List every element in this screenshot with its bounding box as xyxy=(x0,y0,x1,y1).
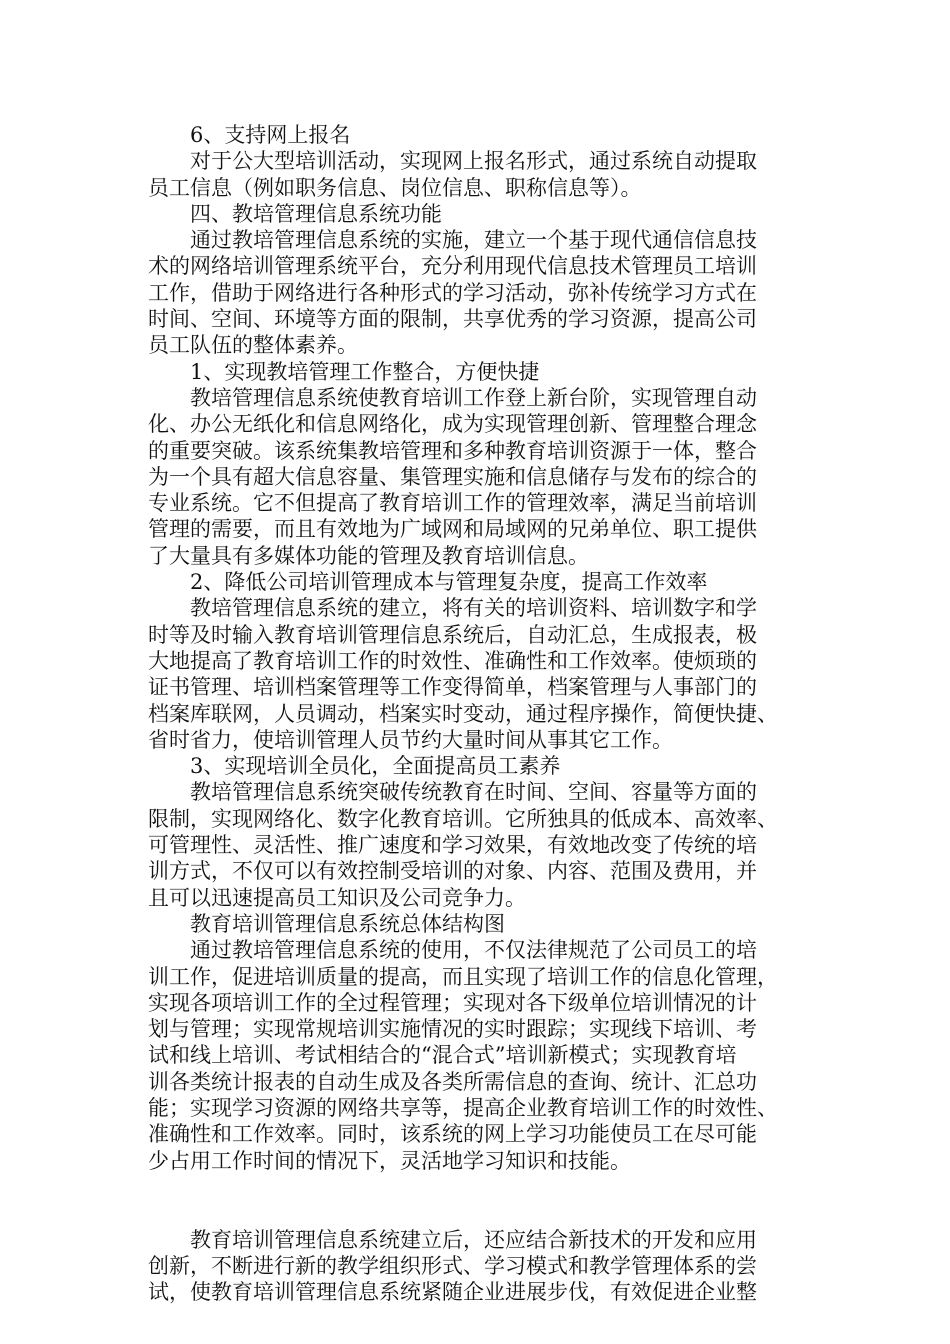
section-heading xyxy=(148,911,808,937)
text-line: 试，使教育培训管理信息系统紧随企业进展步伐，有效促进企业整 xyxy=(148,1280,757,1305)
text-line: 工作，借助于网络进行各种形式的学习活动，弥补传统学习方式在 xyxy=(148,280,757,305)
section-heading xyxy=(148,359,808,385)
section-heading xyxy=(148,753,808,779)
paragraph xyxy=(148,595,808,753)
text-line: 教育培训管理信息系统建立后，还应结合新技术的开发和应用 xyxy=(190,1227,757,1252)
text-line: 大地提高了教育培训工作的时效性、准确性和工作效率。使烦琐的 xyxy=(148,648,757,673)
text-line: 教培管理信息系统突破传统教育在时间、空间、容量等方面的 xyxy=(190,780,757,805)
text-line: 实现各项培训工作的全过程管理；实现对各下级单位培训情况的计 xyxy=(148,990,757,1015)
text-line: 员工信息（例如职务信息、岗位信息、职称信息等）。 xyxy=(148,175,642,200)
text-line: 试和线上培训、考试相结合的“混合式”培训新模式；实现教育培 xyxy=(148,1043,737,1068)
text-line: 时等及时输入教育培训管理信息系统后，自动汇总，生成报表，极 xyxy=(148,622,757,647)
text-line: 创新，不断进行新的教学组织形式、学习模式和教学管理体系的尝 xyxy=(148,1254,757,1279)
document-body xyxy=(148,122,808,1306)
paragraph xyxy=(148,227,808,358)
text-line: 四、教培管理信息系统功能 xyxy=(190,201,442,226)
text-line: 教培管理信息系统的建立，将有关的培训资料、培训数字和学 xyxy=(190,596,757,621)
text-line: 1、实现教培管理工作整合，方便快捷 xyxy=(190,359,540,384)
text-line: 6、支持网上报名 xyxy=(190,123,351,147)
text-line: 训方式，不仅可以有效控制受培训的对象、内容、范围及费用，并 xyxy=(148,859,757,884)
text-line: 通过教培管理信息系统的使用，不仅法律规范了公司员工的培 xyxy=(190,938,757,963)
text-line: 时间、空间、环境等方面的限制，共享优秀的学习资源，提高公司 xyxy=(148,307,757,332)
figure-gap xyxy=(148,1174,808,1227)
text-line: 能；实现学习资源的网络共享等，提高企业教育培训工作的时效性、 xyxy=(148,1095,778,1120)
text-line: 对于公大型培训活动，实现网上报名形式，通过系统自动提取 xyxy=(190,149,757,174)
text-line: 管理的需要，而且有效地为广域网和局域网的兄弟单位、职工提供 xyxy=(148,517,757,542)
text-line: 3、实现培训全员化，全面提高员工素养 xyxy=(190,754,561,779)
text-line: 的重要突破。该系统集教培管理和多种教育培训资源于一体，整合 xyxy=(148,438,757,463)
text-line: 限制，实现网络化、数字化教育培训。它所独具的低成本、高效率、 xyxy=(148,806,778,831)
text-line: 少占用工作时间的情况下，灵活地学习知识和技能。 xyxy=(148,1148,631,1173)
paragraph xyxy=(148,779,808,910)
text-line: 且可以迅速提高员工知识及公司竞争力。 xyxy=(148,885,526,910)
text-line: 证书管理、培训档案管理等工作变得简单，档案管理与人事部门的 xyxy=(148,675,757,700)
text-line: 通过教培管理信息系统的实施，建立一个基于现代通信信息技 xyxy=(190,228,757,253)
paragraph xyxy=(148,1227,808,1306)
text-line: 化、办公无纸化和信息网络化，成为实现管理创新、管理整合理念 xyxy=(148,412,757,437)
text-line: 教培管理信息系统使教育培训工作登上新台阶，实现管理自动 xyxy=(190,385,757,410)
paragraph xyxy=(148,148,808,201)
text-line: 专业系统。它不但提高了教育培训工作的管理效率，满足当前培训 xyxy=(148,491,757,516)
text-line: 为一个具有超大信息容量、集管理实施和信息储存与发布的综合的 xyxy=(148,464,757,489)
paragraph xyxy=(148,385,808,569)
text-line: 可管理性、灵活性、推广速度和学习效果，有效地改变了传统的培 xyxy=(148,833,757,858)
text-line: 训工作，促进培训质量的提高，而且实现了培训工作的信息化管理， xyxy=(148,964,778,989)
text-line: 划与管理；实现常规培训实施情况的实时跟踪；实现线下培训、考 xyxy=(148,1017,757,1042)
section-heading xyxy=(148,122,808,148)
text-line: 训各类统计报表的自动生成及各类所需信息的查询、统计、汇总功 xyxy=(148,1069,757,1094)
text-line: 教育培训管理信息系统总体结构图 xyxy=(190,911,505,936)
section-heading xyxy=(148,569,808,595)
text-line: 准确性和工作效率。同时，该系统的网上学习功能使员工在尽可能 xyxy=(148,1122,757,1147)
text-line: 术的网络培训管理系统平台，充分利用现代信息技术管理员工培训 xyxy=(148,254,757,279)
text-line: 员工队伍的整体素养。 xyxy=(148,333,358,358)
text-line: 了大量具有多媒体功能的管理及教育培训信息。 xyxy=(148,543,589,568)
text-line: 省时省力，使培训管理人员节约大量时间从事其它工作。 xyxy=(148,727,673,752)
section-heading xyxy=(148,201,808,227)
paragraph xyxy=(148,937,808,1174)
text-line: 2、降低公司培训管理成本与管理复杂度，提高工作效率 xyxy=(190,570,708,595)
text-line: 档案库联网，人员调动，档案实时变动，通过程序操作，简便快捷、 xyxy=(148,701,778,726)
